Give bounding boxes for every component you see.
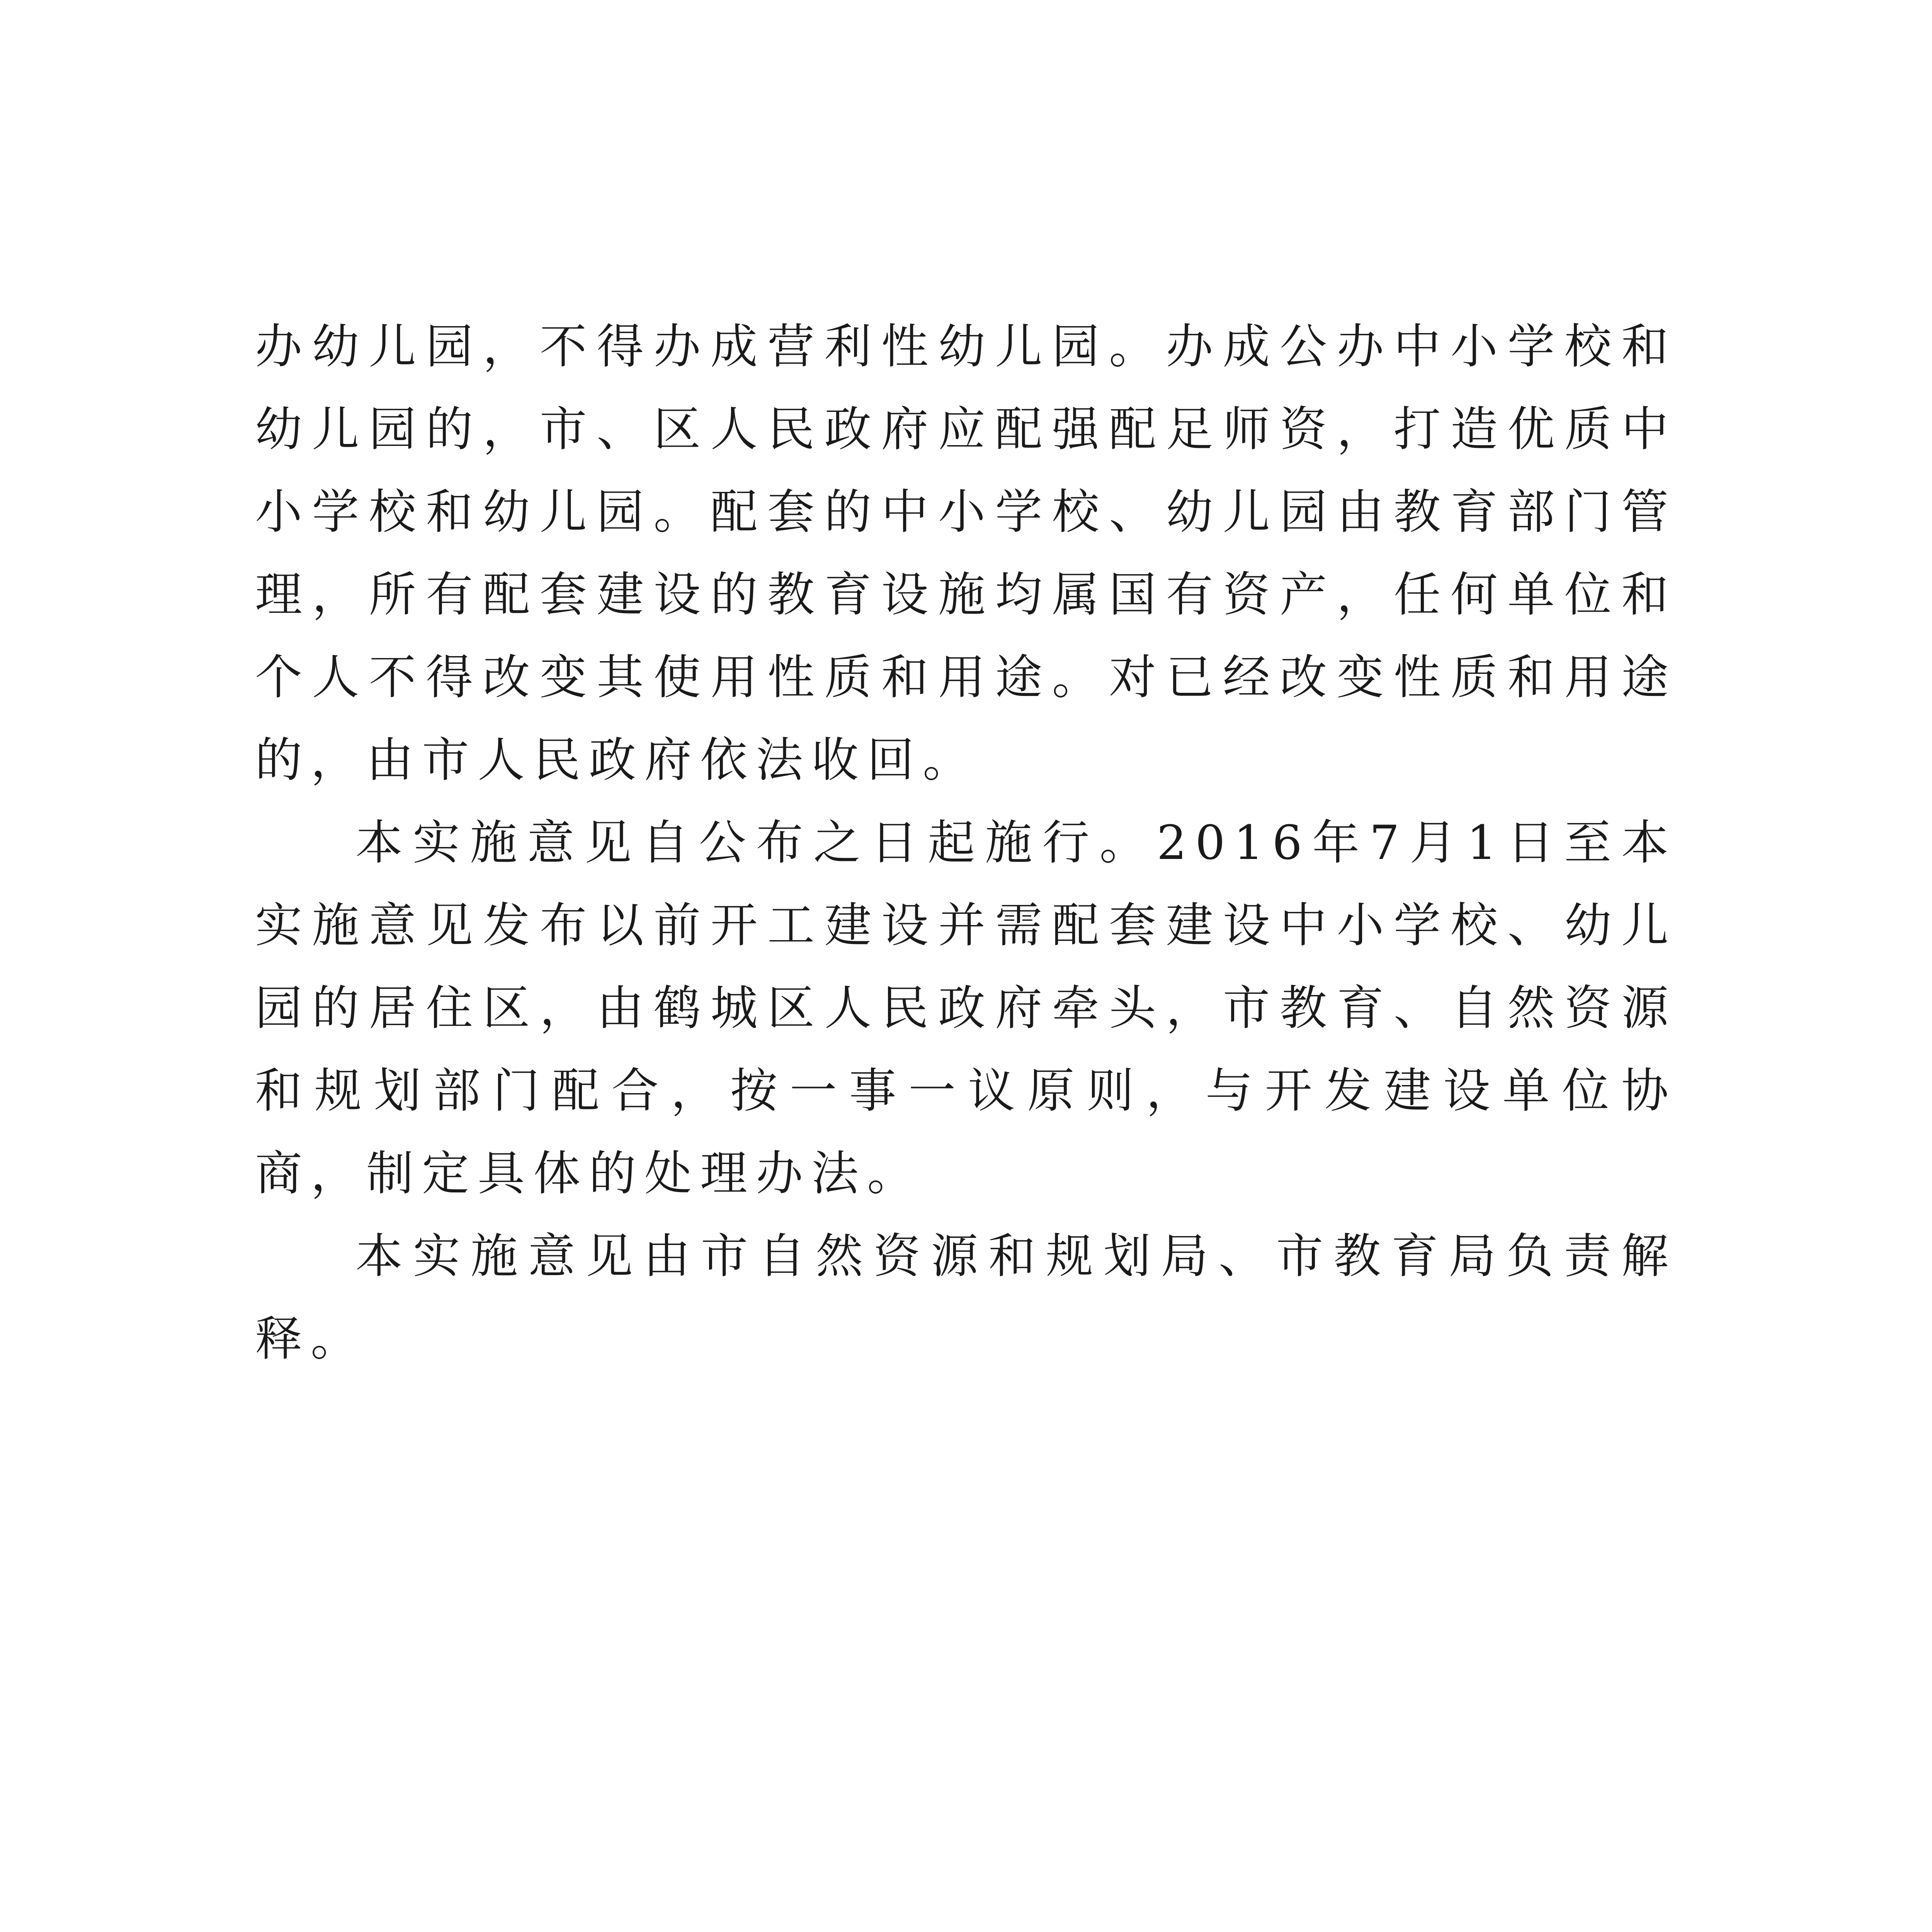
body-text xyxy=(255,305,1677,1380)
paragraph-3: 本实施意见由市自然资源和规划局、市教育局负责解释。 xyxy=(255,1229,1677,1366)
paragraph-1: 办幼儿园，不得办成营利性幼儿园。办成公办中小学校和幼儿园的，市、区人民政府应配强配足师资，打造优质中小学校和幼儿园。配套的中小学校、幼儿园由教育部门管理，所有配套建设的教育设施均属国有资产，任何单位和个人不得改变其使用性质和用途。对已经改变性质和用途的，由市人民政府依法收回。 xyxy=(255,319,1677,787)
paragraph-2: 本实施意见自公布之日起施行。2016年7月1日至本实施意见发布以前开工建设并需配套建设中小学校、幼儿园的居住区，由鹤城区人民政府牵头，市教育、自然资源和规划部门配合，按一事一议原则，与开发建设单位协商，制定具体的处理办法。 xyxy=(255,815,1677,1201)
